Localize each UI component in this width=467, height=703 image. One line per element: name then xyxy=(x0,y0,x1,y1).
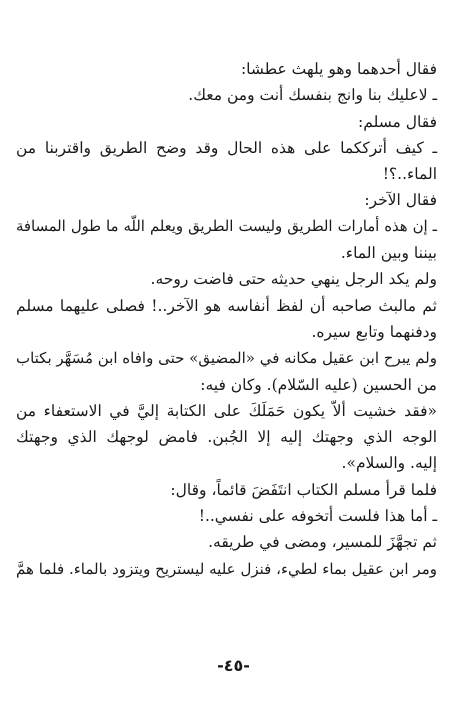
text-line: «فقد خشيت ألاّ يكون حَمَلَكَ على الكتابة إليَّ في الاستعفاء من xyxy=(16,401,437,420)
text-line: ولم يبرح ابن عقيل مكانه في «المضيق» حتى وافاه ابن مُسَهَّر بكتاب xyxy=(15,349,437,368)
text-line: من الحسين (عليه السّلام). وكان فيه: xyxy=(200,375,437,394)
page-number: -٤٥- xyxy=(217,656,250,675)
text-line: ودفنهما وتابع سيره. xyxy=(311,322,437,341)
text-line: ولم يكد الرجل ينهي حديثه حتى فاضت روحه. xyxy=(150,270,437,289)
page-body-text xyxy=(16,56,437,582)
text-line: ـ كيف أترككما على هذه الحال وقد وضح الطريق واقتربنا من xyxy=(16,138,437,157)
text-line: فلما قرأ مسلم الكتاب انتَفَضَ قائماً، وقال: xyxy=(170,480,437,499)
text-line: ـ لاعليك بنا وانج بنفسك أنت ومن معك. xyxy=(188,86,437,105)
text-line: ومر ابن عقيل بماء لطيء، فنزل عليه ليستريح ويتزود بالماء. فلما همَّ xyxy=(16,559,437,578)
text-line: فقال أحدهما وهو يلهث عطشا: xyxy=(240,60,437,78)
text-line: بيننا وبين الماء. xyxy=(340,244,437,263)
text-line: ثم تجهَّزَ للمسير، ومضى في طريقه. xyxy=(208,533,437,552)
text-line: فقال الآخر: xyxy=(364,191,437,210)
text-line: ثم مالبث صاحبه أن لفظ أنفاسه هو الآخر..! فصلى عليهما مسلم xyxy=(16,296,437,315)
text-line: فقال مسلم: xyxy=(358,112,437,131)
text-line: ـ إن هذه أمارات الطريق وليست الطريق ويعلم اللّه ما طول المسافة xyxy=(16,217,437,235)
text-line: الوجه الذي وجهتك إليه إلا الجُبن. فامض لوجهك الذي وجهتك xyxy=(16,428,437,447)
text-line: الماء..؟! xyxy=(382,165,437,184)
text-line: ـ أما هذا فلست أتخوفه على نفسي..! xyxy=(198,507,437,526)
text-line: إليه. والسلام». xyxy=(341,454,437,473)
